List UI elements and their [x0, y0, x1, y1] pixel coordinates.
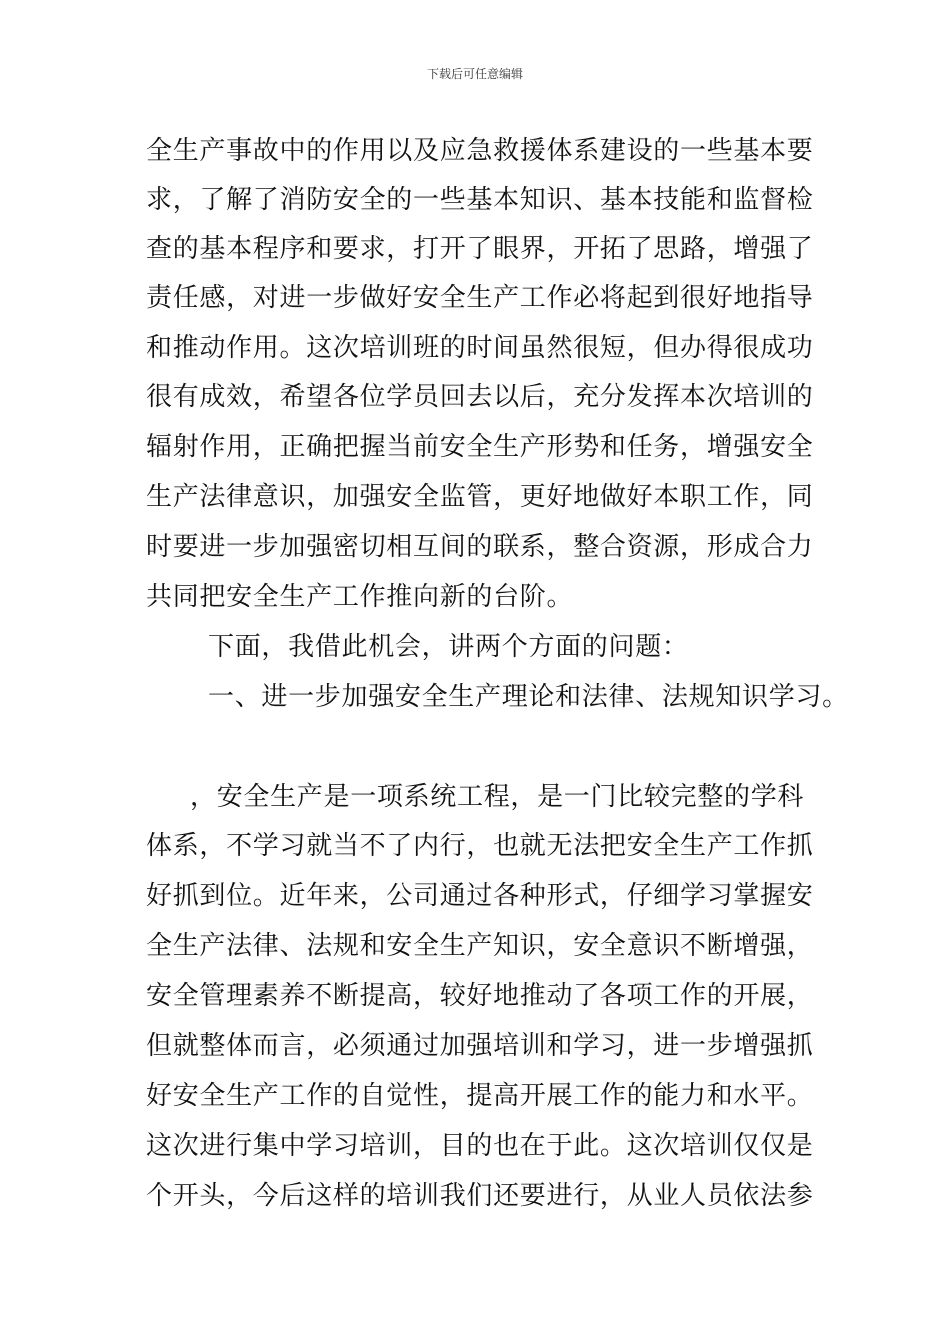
page-header: 下载后可任意编辑 [426, 67, 523, 81]
section-heading: 一、进一步加强安全生产理论和法律、法规知识学习。 [208, 682, 849, 712]
text-line: 但就整体而言，必须通过加强培训和学习，进一步增强抓 [146, 1031, 814, 1061]
text-line: 个开头，今后这样的培训我们还要进行，从业人员依法参 [146, 1181, 814, 1211]
text-line: 很有成效，希望各位学员回去以后，充分发挥本次培训的 [146, 382, 814, 412]
text-line: 和推动作用。这次培训班的时间虽然很短，但办得很成功 [146, 333, 814, 363]
text-line: 好安全生产工作的自觉性，提高开展工作的能力和水平。 [146, 1081, 814, 1111]
text-line: 全生产事故中的作用以及应急救援体系建设的一些基本要 [146, 136, 814, 166]
text-line: 好抓到位。近年来，公司通过各种形式，仔细学习掌握安 [146, 881, 814, 911]
text-line: 责任感，对进一步做好安全生产工作必将起到很好地指导 [146, 283, 814, 313]
text-line: 这次进行集中学习培训，目的也在于此。这次培训仅仅是 [146, 1131, 814, 1161]
text-line: 查的基本程序和要求，打开了眼界，开拓了思路，增强了 [146, 234, 814, 264]
text-line: 生产法律意识，加强安全监管，更好地做好本职工作，同 [146, 482, 814, 512]
text-line: 求，了解了消防安全的一些基本知识、基本技能和监督检 [146, 185, 814, 215]
text-line: ，安全生产是一项系统工程，是一门比较完整的学科 [190, 782, 805, 812]
text-line: 体系，不学习就当不了内行，也就无法把安全生产工作抓 [146, 831, 814, 861]
text-line: 下面，我借此机会，讲两个方面的问题： [208, 632, 689, 662]
text-line: 安全管理素养不断提高，较好地推动了各项工作的开展， [146, 981, 814, 1011]
text-line: 辐射作用，正确把握当前安全生产形势和任务，增强安全 [146, 432, 814, 462]
text-line: 共同把安全生产工作推向新的台阶。 [146, 582, 574, 612]
text-line: 时要进一步加强密切相互间的联系，整合资源，形成合力 [146, 532, 814, 562]
text-line: 全生产法律、法规和安全生产知识，安全意识不断增强， [146, 931, 814, 961]
